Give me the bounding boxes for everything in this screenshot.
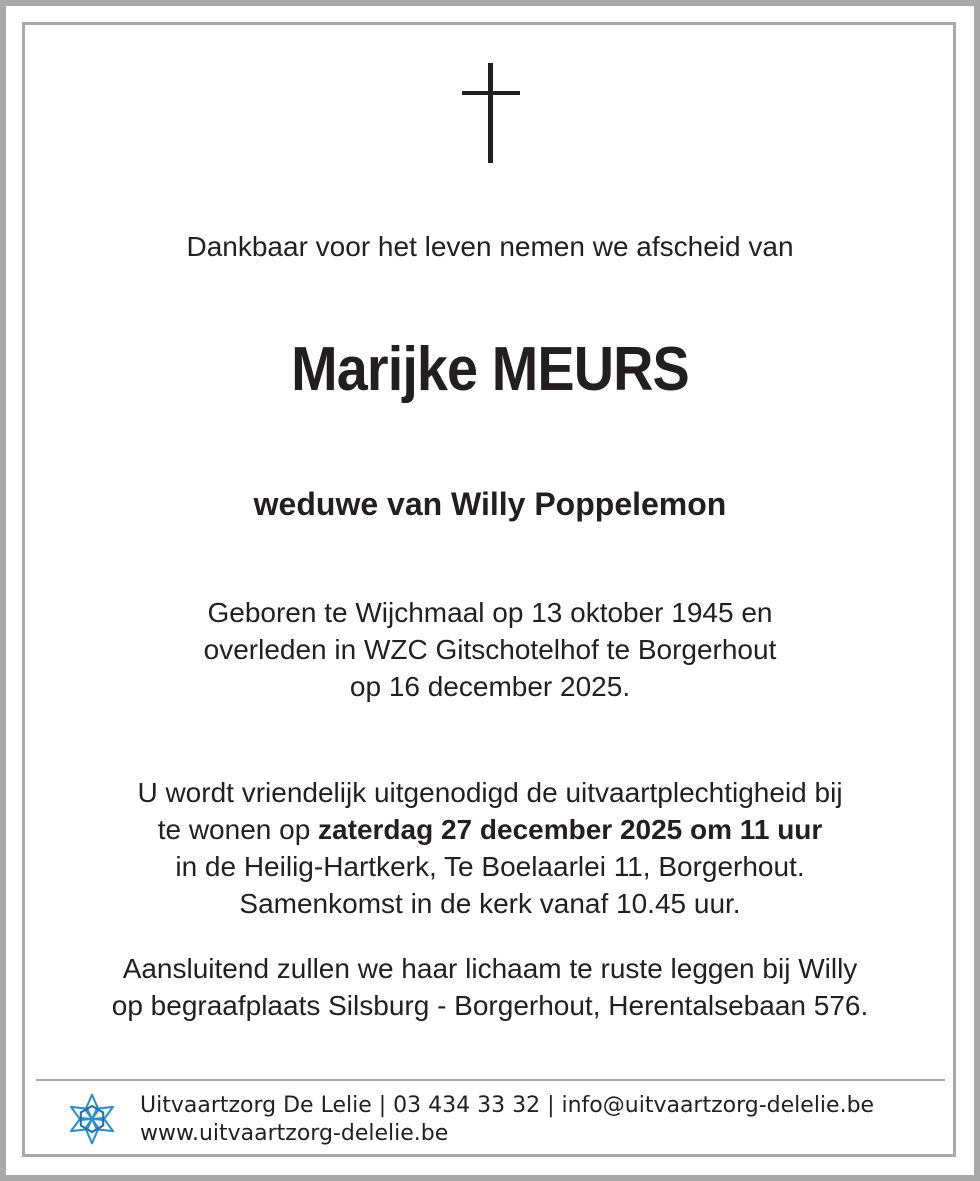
born-line-2: overleden in WZC Gitschotelhof te Borgerhout	[203, 634, 777, 665]
footer-contact	[140, 1092, 874, 1148]
footer-website[interactable]: www.uitvaartzorg-delelie.be	[140, 1121, 449, 1146]
burial-line-2: op begraafplaats Silsburg - Borgerhout, Herentalsebaan 576.	[111, 990, 869, 1021]
burial-text	[6, 950, 974, 1024]
notice-page	[6, 6, 974, 1175]
footer-line-1: Uitvaartzorg De Lelie | 03 434 33 32 | info@uitvaartzorg-delelie.be	[140, 1093, 875, 1118]
ceremony-text	[6, 774, 974, 922]
birth-death-text	[6, 594, 974, 705]
born-line-3: op 16 december 2025.	[349, 671, 631, 702]
ceremony-line-2	[6, 811, 974, 848]
ceremony-line-2-prefix: te wonen op	[157, 814, 319, 845]
ceremony-date: zaterdag 27 december 2025 om 11 uur	[318, 814, 823, 845]
burial-line-1: Aansluitend zullen we haar lichaam te ruste leggen bij Willy	[122, 953, 858, 984]
widow-text: weduwe van Willy Poppelemon	[253, 486, 727, 522]
footer-divider	[36, 1079, 945, 1081]
intro-text: Dankbaar voor het leven nemen we afscheid van	[186, 231, 794, 262]
ceremony-line-3: in de Heilig-Hartkerk, Te Boelaarlei 11, Borgerhout.	[175, 851, 805, 882]
ceremony-line-1: U wordt vriendelijk uitgenodigd de uitvaartplechtigheid bij	[137, 777, 843, 808]
ceremony-line-4: Samenkomst in de kerk vanaf 10.45 uur.	[239, 888, 741, 919]
born-line-1: Geboren te Wijchmaal op 13 oktober 1945 en	[207, 597, 773, 628]
cross-icon	[462, 63, 520, 167]
deceased-name: Marijke MEURS	[291, 335, 689, 404]
lily-logo-icon	[64, 1089, 120, 1149]
